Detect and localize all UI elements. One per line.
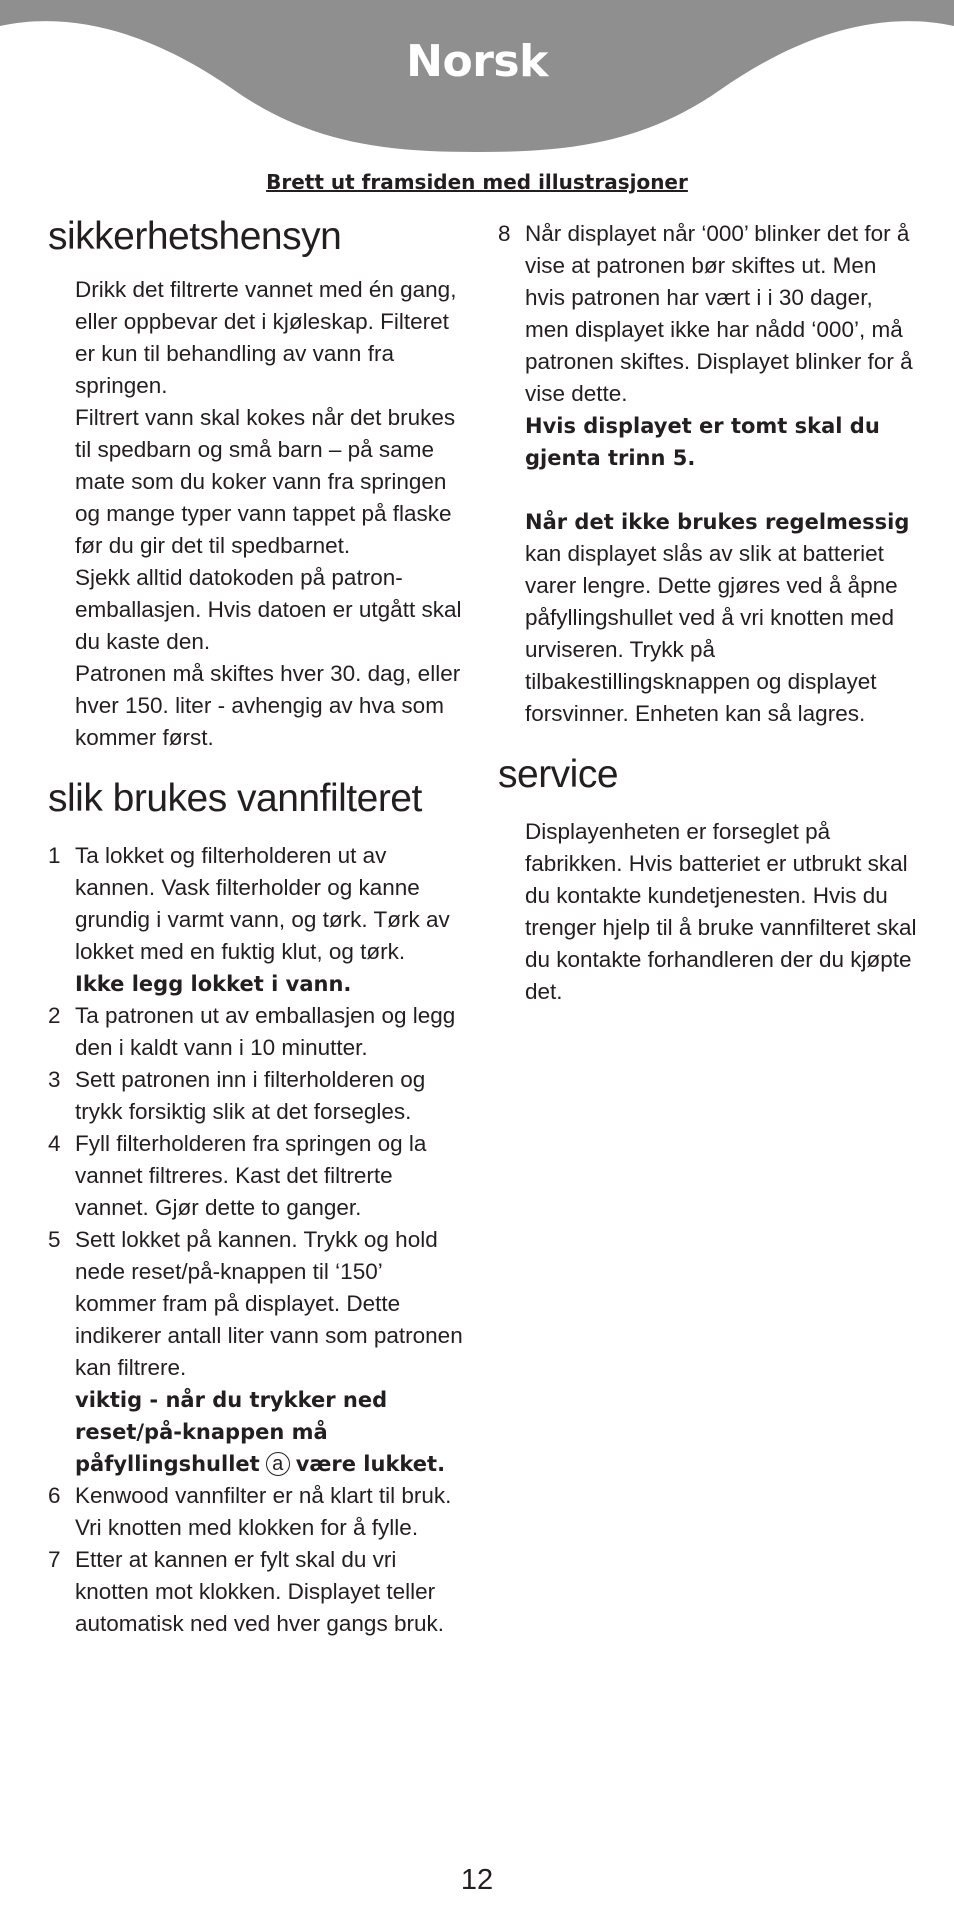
step-warning-end: være lukket. xyxy=(295,1452,446,1476)
safety-text xyxy=(48,274,468,754)
step-text: Etter at kannen er fylt skal du vri knotten mot klokken. Displayet teller automatisk ned ved hver gangs bruk. xyxy=(75,1547,444,1636)
service-text: Displayenheten er forseglet på fabrikken. Hvis batteriet er utbrukt skal du kontakte kundetjenesten. Hvis du trenger hjelp til å bruke vannfilteret skal du kontakte forhandleren der du kjøpte det. xyxy=(525,819,917,1004)
step-text: Sett lokket på kannen. Trykk og hold nede reset/på-knappen til ‘150’ kommer fram på displayet. Dette indikerer antall liter vann som patronen kan filtrere. xyxy=(75,1227,463,1380)
fill-hole-callout-icon: a xyxy=(266,1452,290,1476)
fold-out-instruction: Brett ut framsiden med illustrasjoner xyxy=(266,170,688,194)
service-heading: service xyxy=(498,753,619,796)
step-text: Fyll filterholderen fra springen og la vannet filtreres. Kast det filtrerte vannet. Gjør dette to ganger. xyxy=(75,1131,427,1220)
step-item xyxy=(48,1128,468,1224)
safety-paragraph: Filtrert vann skal kokes når det brukes til spedbarn og små barn – på same mate som du koker vann fra springen og mange typer vann tappet på flaske før du gir det til spedbarnet. xyxy=(75,405,456,558)
right-column xyxy=(498,218,918,1008)
step-number: 2 xyxy=(48,1003,61,1028)
step-number: 5 xyxy=(48,1227,61,1252)
step-warning: Hvis displayet er tomt skal du gjenta trinn 5. xyxy=(525,414,880,470)
step-text: Sett patronen inn i filterholderen og trykk forsiktig slik at det forsegles. xyxy=(75,1067,426,1124)
step-item xyxy=(498,218,918,474)
irregular-use-text: kan displayet slås av slik at batteriet varer lengre. Dette gjøres ved å åpne påfyllingshullet ved å vri knotten med urviseren. Trykk på tilbakestillingsknappen og displayet forsvinner. Enheten kan så lagres. xyxy=(525,541,898,726)
safety-paragraph: Patronen må skiftes hver 30. dag, eller hver 150. liter - avhengig av hva som kommer først. xyxy=(75,661,461,750)
step-item xyxy=(48,1480,468,1544)
safety-paragraph: Sjekk alltid datokoden på patron-emballasjen. Hvis datoen er utgått skal du kaste den. xyxy=(75,565,462,654)
step-number: 6 xyxy=(48,1483,61,1508)
step-item xyxy=(48,1064,468,1128)
step-number: 1 xyxy=(48,843,61,868)
step-text: Ta lokket og filterholderen ut av kannen. Vask filterholder og kanne grundig i varmt vann, og tørk. Tørk av lokket med en fuktig klut, og tørk. xyxy=(75,843,450,964)
step-text: Ta patronen ut av emballasjen og legg den i kaldt vann i 10 minutter. xyxy=(75,1003,456,1060)
step-number: 3 xyxy=(48,1067,61,1092)
step-item xyxy=(48,1000,468,1064)
usage-heading: slik brukes vannfilteret xyxy=(48,777,422,820)
step-number: 8 xyxy=(498,221,511,246)
left-column xyxy=(48,214,468,1640)
safety-heading: sikkerhetshensyn xyxy=(48,215,342,258)
step-item xyxy=(48,1224,468,1480)
step-text: Når displayet når ‘000’ blinker det for å vise at patronen bør skiftes ut. Men hvis patronen har vært i i 30 dager, men displayet ikke har nådd ‘000’, må patronen skiftes. Displayet blinker for å vise dette. xyxy=(525,221,913,406)
step-warning xyxy=(75,1384,468,1480)
language-title: Norsk xyxy=(406,36,548,87)
irregular-use-paragraph xyxy=(498,506,918,730)
step-number: 4 xyxy=(48,1131,61,1156)
step-text: Kenwood vannfilter er nå klart til bruk. Vri knotten med klokken for å fylle. xyxy=(75,1483,452,1540)
usage-steps-continued xyxy=(498,218,918,474)
page-number: 12 xyxy=(460,1864,494,1896)
step-number: 7 xyxy=(48,1547,61,1572)
step-warning: Ikke legg lokket i vann. xyxy=(75,972,352,996)
irregular-use-bold: Når det ikke brukes regelmessig xyxy=(525,510,910,534)
step-warning-start: viktig - når du trykker ned reset/på-knappen må påfyllingshullet xyxy=(75,1388,388,1476)
usage-steps xyxy=(48,840,468,1640)
step-item xyxy=(48,840,468,1000)
step-item xyxy=(48,1544,468,1640)
safety-paragraph: Drikk det filtrerte vannet med én gang, eller oppbevar det i kjøleskap. Filteret er kun til behandling av vann fra springen. xyxy=(75,277,457,398)
